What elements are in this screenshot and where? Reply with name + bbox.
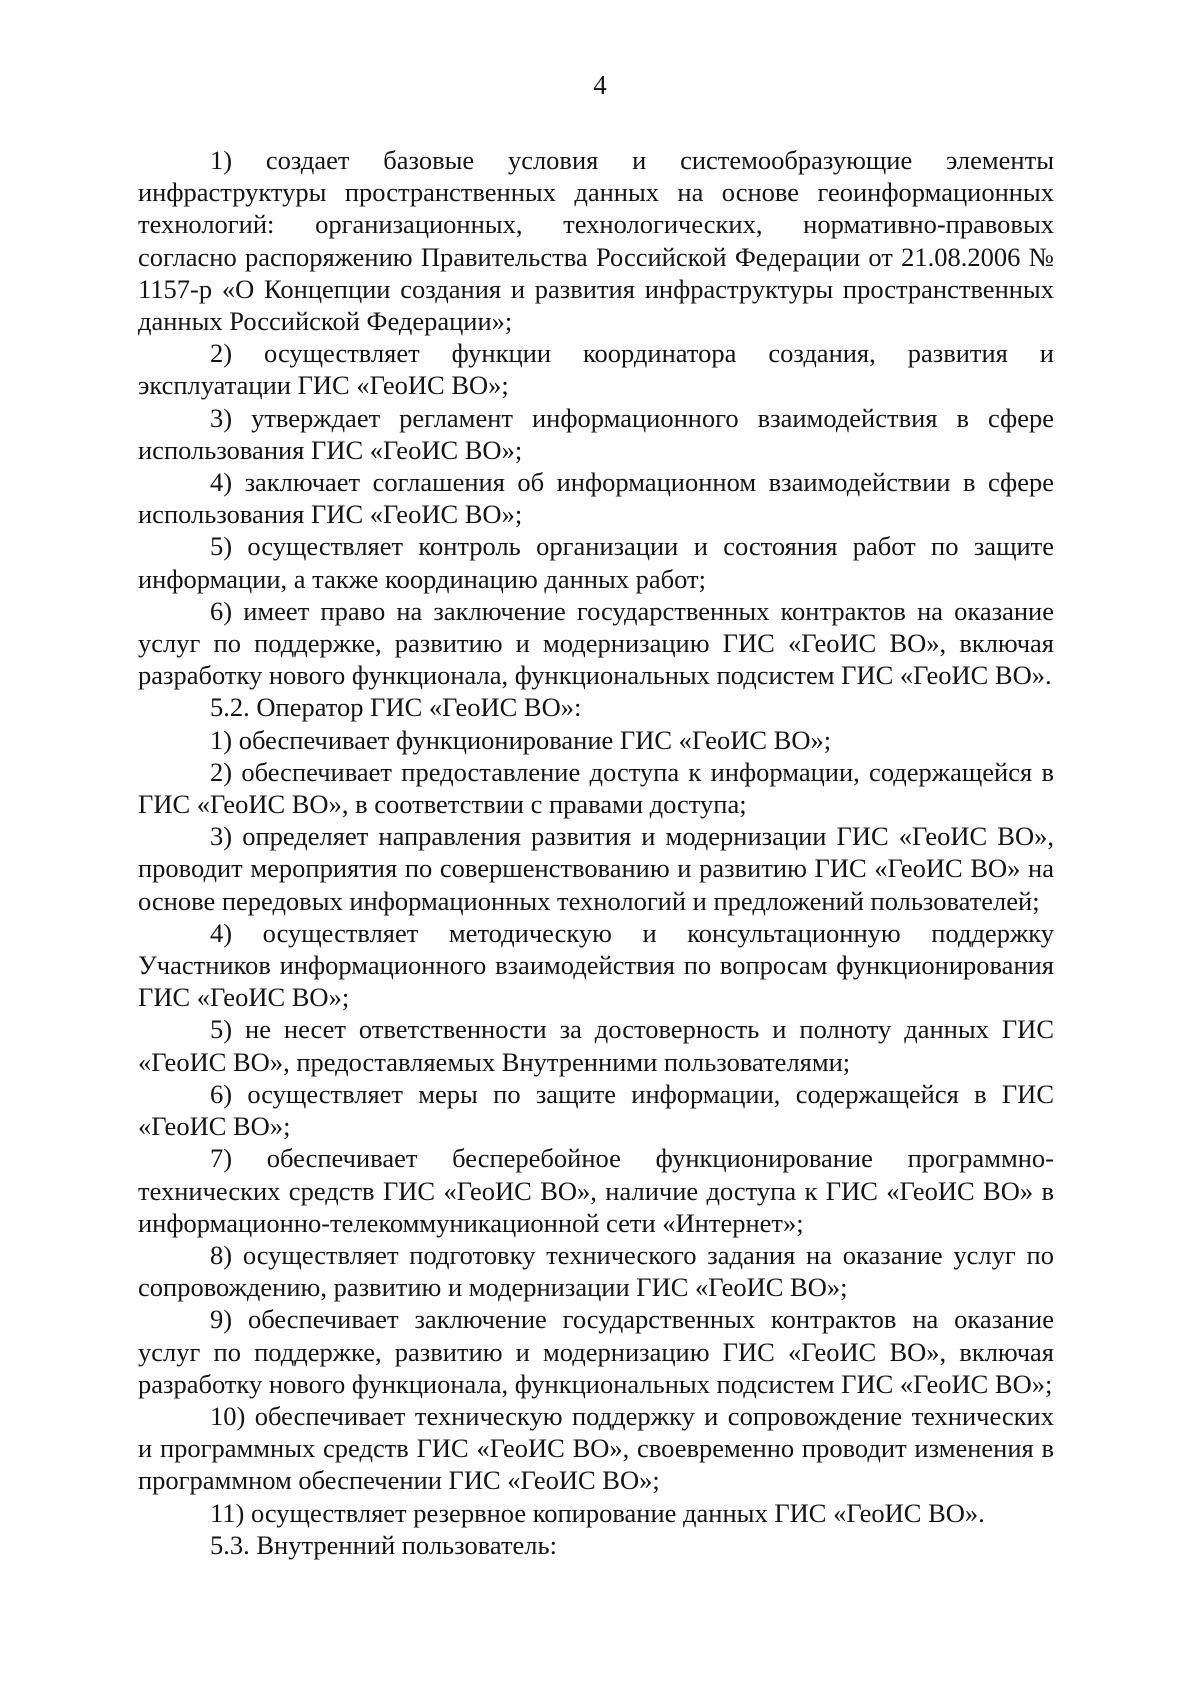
paragraph-item-2-coordinator: 2) осуществляет функции координатора создания, развития и эксплуатации ГИС «ГеоИС ВО»; [138, 338, 1054, 401]
operator-item-6: 6) осуществляет меры по защите информации, содержащейся в ГИС «ГеоИС ВО»; [138, 1078, 1054, 1142]
operator-item-1: 1) обеспечивает функционирование ГИС «ГеоИС ВО»; [210, 724, 832, 755]
section-heading-5-3-internal-user: 5.3. Внутренний пользователь: [210, 1529, 557, 1560]
document-body [138, 144, 1054, 1561]
operator-item-5: 5) не несет ответственности за достоверность и полноту данных ГИС «ГеоИС ВО», предоставляемых Внутренними пользователями; [138, 1014, 1054, 1077]
operator-item-3: 3) определяет направления развития и модернизации ГИС «ГеоИС ВО», проводит мероприятия по совершенствованию и развитию ГИС «ГеоИС ВО» на основе передовых информационных технологий и предложений пользователей; [138, 821, 1054, 916]
page-number: 4 [593, 70, 607, 100]
operator-item-9: 9) обеспечивает заключение государственных контрактов на оказание услуг по поддержке, развитию и модернизацию ГИС «ГеоИС ВО», включая разработку нового функционала, функциональных подсистем ГИС «ГеоИС ВО»; [138, 1304, 1054, 1399]
operator-item-7: 7) обеспечивает бесперебойное функционирование программно-технических средств ГИС «ГеоИС ВО», наличие доступа к ГИС «ГеоИС ВО» в информационно-телекоммуникационной сети «Интернет»; [138, 1143, 1054, 1238]
paragraph-item-1-basic-conditions: 1) создает базовые условия и системообразующие элементы инфраструктуры пространственных данных на основе геоинформационных технологий: организационных, технологических, нормативно-правовых согласно распоряжению Правительства Российской Федерации от 21.08.2006 № 1157-р «О Концепции создания и развития инфраструктуры пространственных данных Российской Федерации»; [138, 145, 1054, 337]
paragraph-item-5-control: 5) осуществляет контроль организации и состояния работ по защите информации, а также координацию данных работ; [138, 531, 1054, 594]
section-heading-5-2-operator: 5.2. Оператор ГИС «ГеоИС ВО»: [210, 692, 582, 723]
paragraph-item-4-agreements: 4) заключает соглашения об информационном взаимодействии в сфере использования ГИС «ГеоИС ВО»; [138, 467, 1054, 530]
operator-item-8: 8) осуществляет подготовку технического задания на оказание услуг по сопровождению, развитию и модернизации ГИС «ГеоИС ВО»; [138, 1239, 1054, 1303]
paragraph-item-3-regulation: 3) утверждает регламент информационного взаимодействия в сфере использования ГИС «ГеоИС ВО»; [138, 402, 1054, 465]
paragraph-item-6-contracts: 6) имеет право на заключение государственных контрактов на оказание услуг по поддержке, развитию и модернизацию ГИС «ГеоИС ВО», включая разработку нового функционала, функциональных подсистем ГИС «ГеоИС ВО». [138, 595, 1054, 691]
operator-item-10: 10) обеспечивает техническую поддержку и сопровождение технических и программных средств ГИС «ГеоИС ВО», своевременно проводит изменения в программном обеспечении ГИС «ГеоИС ВО»; [138, 1400, 1054, 1496]
operator-item-11: 11) осуществляет резервное копирование данных ГИС «ГеоИС ВО». [210, 1497, 985, 1528]
operator-item-2: 2) обеспечивает предоставление доступа к информации, содержащейся в ГИС «ГеоИС ВО», в соответствии с правами доступа; [138, 756, 1054, 820]
operator-item-4: 4) осуществляет методическую и консультационную поддержку Участников информационного взаимодействия по вопросам функционирования ГИС «ГеоИС ВО»; [138, 917, 1054, 1013]
